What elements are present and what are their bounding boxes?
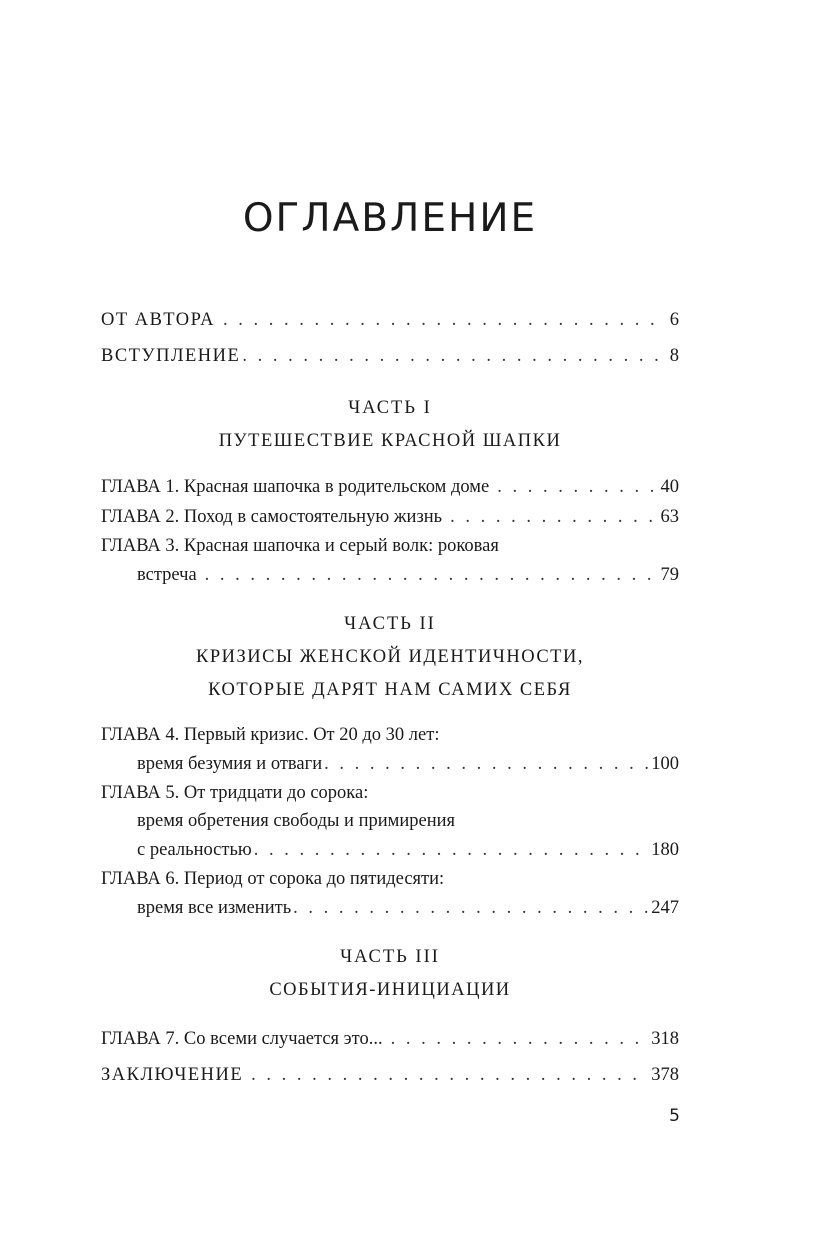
- leader-dots: [497, 472, 652, 502]
- toc-entry-label: ГЛАВА 6. Период от сорока до пятидесяти:: [101, 869, 445, 889]
- toc-entry-page: 318: [651, 1029, 679, 1049]
- toc-entry-page: 247: [651, 898, 679, 918]
- toc-entry-page: 63: [660, 507, 679, 527]
- toc-entry-chapter-6-cont[interactable]: [101, 893, 679, 923]
- toc-entry-chapter-4-cont[interactable]: [101, 749, 679, 779]
- toc-entry-page: 180: [651, 840, 679, 860]
- part-1-number: ЧАСТЬ I: [348, 398, 432, 418]
- toc-entry-page: 378: [651, 1065, 679, 1085]
- part-2-number: ЧАСТЬ II: [344, 614, 436, 634]
- leader-dots: [223, 302, 662, 338]
- toc-entry-label: ОТ АВТОРА: [101, 310, 215, 330]
- toc-entry-label-cont: встреча: [137, 565, 197, 585]
- toc-entry-label: ВСТУПЛЕНИЕ: [101, 346, 241, 366]
- toc-entry-label: ЗАКЛЮЧЕНИЕ: [101, 1065, 244, 1085]
- toc-entry-label: ГЛАВА 7. Со всеми случается это...: [101, 1029, 383, 1049]
- part-2-title-line-1: КРИЗИСЫ ЖЕНСКОЙ ИДЕНТИЧНОСТИ,: [196, 647, 584, 667]
- leader-dots: [251, 1057, 643, 1093]
- toc-entry-chapter-6[interactable]: [101, 865, 679, 893]
- toc-entry-page: 8: [669, 346, 679, 366]
- toc-entry-chapter-7[interactable]: [101, 1021, 679, 1057]
- toc-entry-conclusion[interactable]: [101, 1057, 679, 1093]
- toc-entry-chapter-5-cont-1[interactable]: [101, 807, 679, 835]
- toc-entry-chapter-5-cont-2[interactable]: [101, 835, 679, 865]
- table-of-contents: [101, 302, 679, 1093]
- toc-entry-chapter-3[interactable]: [101, 532, 679, 560]
- leader-dots: [293, 893, 649, 923]
- part-3-number: ЧАСТЬ III: [340, 947, 440, 967]
- part-2-title-line-2: КОТОРЫЕ ДАРЯТ НАМ САМИХ СЕБЯ: [208, 680, 572, 700]
- toc-entry-chapter-4[interactable]: [101, 721, 679, 749]
- toc-entry-label: ГЛАВА 4. Первый кризис. От 20 до 30 лет:: [101, 725, 440, 745]
- toc-entry-introduction[interactable]: [101, 338, 679, 374]
- toc-entry-from-author[interactable]: [101, 302, 679, 338]
- toc-entry-label-cont: время безумия и отваги: [137, 754, 323, 774]
- leader-dots: [450, 502, 652, 532]
- toc-entry-label-cont: с реальностью: [137, 840, 252, 860]
- leader-dots: [254, 835, 650, 865]
- toc-entry-label-cont: время все изменить: [137, 898, 292, 918]
- toc-entry-page: 79: [660, 565, 679, 585]
- toc-entry-chapter-3-cont[interactable]: [101, 560, 679, 590]
- page-number: 5: [669, 1106, 680, 1126]
- toc-entry-chapter-1[interactable]: [101, 472, 679, 502]
- page-title: ОГЛАВЛЕНИЕ: [242, 196, 538, 241]
- leader-dots: [205, 560, 653, 590]
- toc-entry-page: 100: [651, 754, 679, 774]
- toc-entry-page: 40: [660, 477, 679, 497]
- toc-entry-label-cont: время обретения свободы и примирения: [137, 811, 456, 831]
- toc-entry-label: ГЛАВА 5. От тридцати до сорока:: [101, 783, 369, 803]
- toc-entry-chapter-5[interactable]: [101, 779, 679, 807]
- leader-dots: [391, 1021, 644, 1057]
- toc-entry-label: ГЛАВА 3. Красная шапочка и серый волк: роковая: [101, 536, 499, 556]
- toc-entry-chapter-2[interactable]: [101, 502, 679, 532]
- toc-entry-label: ГЛАВА 1. Красная шапочка в родительском доме: [101, 477, 490, 497]
- toc-entry-label: ГЛАВА 2. Поход в самостоятельную жизнь: [101, 507, 443, 527]
- toc-entry-page: 6: [669, 310, 679, 330]
- leader-dots: [242, 338, 667, 374]
- leader-dots: [324, 749, 649, 779]
- part-1-title: ПУТЕШЕСТВИЕ КРАСНОЙ ШАПКИ: [218, 431, 562, 451]
- part-3-title: СОБЫТИЯ-ИНИЦИАЦИИ: [269, 980, 511, 1000]
